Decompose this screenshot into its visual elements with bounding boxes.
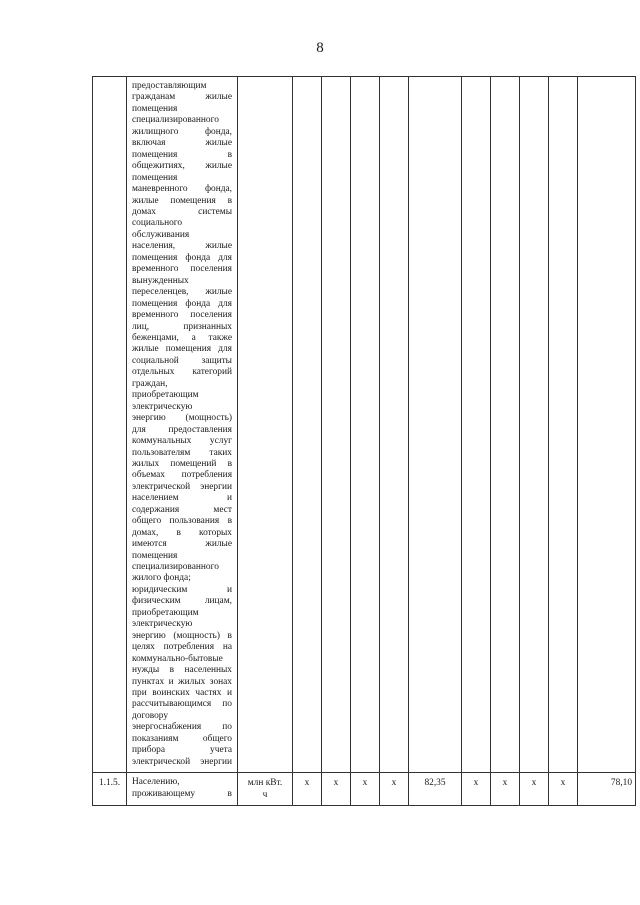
value-cell: х: [351, 773, 380, 806]
description-line: социального: [132, 218, 183, 229]
description-line: Населению,: [132, 777, 180, 788]
value-cell: [462, 77, 491, 773]
description-line: коммунальных услуг: [132, 436, 232, 447]
description-line: населением и: [132, 493, 232, 504]
description-line: содержания мест: [132, 504, 232, 515]
description-line: временного поселения: [132, 264, 232, 275]
row-number-cell: 1.1.5.: [93, 773, 127, 806]
description-line: лиц, признанных: [132, 321, 232, 332]
description-line: вынужденных: [132, 275, 189, 286]
value-cell: [520, 77, 549, 773]
description-line: имеются жилые: [132, 539, 232, 550]
description-line: маневренного фонда,: [132, 184, 232, 195]
description-line: электрической энергии: [132, 756, 232, 767]
description-line: граждан,: [132, 378, 168, 389]
table-row-1-1-5: [93, 773, 636, 806]
description-line: помещения: [132, 103, 178, 114]
value-cell: [322, 77, 351, 773]
value-cell: х: [520, 773, 549, 806]
value-cell: х: [380, 773, 409, 806]
description-line: пунктах и жилых зонах: [132, 676, 232, 687]
value-cell: х: [293, 773, 322, 806]
unit-cell: [238, 773, 293, 806]
description-line: показаниям общего: [132, 733, 232, 744]
value-cell: [549, 77, 578, 773]
description-line: договору: [132, 710, 169, 721]
unit-cell: [238, 77, 293, 773]
description-cell: [127, 773, 238, 806]
description-line: жилищного фонда,: [132, 126, 232, 137]
description-line: помещения фонда для: [132, 298, 232, 309]
description-line: помещения в: [132, 149, 232, 160]
description-line: электрическую: [132, 619, 193, 630]
description-line: домах, в которых: [132, 527, 232, 538]
description-line: помещения фонда для: [132, 252, 232, 263]
value-cell: 82,35: [409, 773, 462, 806]
description-line: рассчитывающимся по: [132, 699, 232, 710]
description-line: пользователям таких: [132, 447, 232, 458]
description-line: общего пользования в: [132, 516, 232, 527]
description-line: включая жилые: [132, 138, 232, 149]
description-line: жилые помещения для: [132, 344, 232, 355]
description-line: переселенцев, жилые: [132, 287, 232, 298]
value-cell: [351, 77, 380, 773]
tariff-table: [92, 76, 636, 806]
description-line: отдельных категорий: [132, 367, 232, 378]
description-line: энергию (мощность) в: [132, 630, 232, 641]
unit-line: млн кВт.: [247, 778, 283, 789]
table-row-continuation: [93, 77, 636, 773]
value-cell: [293, 77, 322, 773]
value-cell: 78,10: [578, 773, 636, 806]
description-line: помещения: [132, 550, 178, 561]
value-cell: [491, 77, 520, 773]
description-line: при воинских частях и: [132, 688, 232, 699]
description-line: специализированного: [132, 562, 219, 573]
value-cell: х: [322, 773, 351, 806]
description-line: объемах потребления: [132, 470, 232, 481]
description-line: жилого фонда;: [132, 573, 191, 584]
value-cell: [380, 77, 409, 773]
description-line: юридическим и: [132, 584, 232, 595]
description-line: физическим лицам,: [132, 596, 232, 607]
description-line: общежитиях, жилые: [132, 161, 232, 172]
description-line: временного поселения: [132, 310, 232, 321]
description-line: специализированного: [132, 115, 219, 126]
description-line: целях потребления на: [132, 642, 232, 653]
row-number-cell: [93, 77, 127, 773]
description-line: нужды в населенных: [132, 665, 232, 676]
description-line: приобретающим: [132, 390, 199, 401]
description-line: электрическую: [132, 401, 193, 412]
value-cell: х: [491, 773, 520, 806]
description-line: проживающему в: [132, 788, 232, 799]
value-cell: [578, 77, 636, 773]
description-line: предоставляющим: [132, 81, 207, 91]
description-line: энергоснабжения по: [132, 722, 232, 733]
description-line: жилых помещений в: [132, 458, 232, 469]
description-line: обслуживания: [132, 229, 190, 240]
description-line: коммунально-бытовые: [132, 653, 223, 664]
description-line: домах системы: [132, 206, 232, 217]
value-cell: [409, 77, 462, 773]
description-line: беженцами, а также: [132, 332, 232, 343]
description-line: населения, жилые: [132, 241, 232, 252]
description-line: жилые помещения в: [132, 195, 232, 206]
description-line: приобретающим: [132, 607, 199, 618]
description-line: прибора учета: [132, 745, 232, 756]
value-cell: х: [462, 773, 491, 806]
description-cell: [127, 77, 238, 773]
description-line: социальной защиты: [132, 355, 232, 366]
description-line: электрической энергии: [132, 481, 232, 492]
unit-line: ч: [262, 789, 268, 800]
description-line: гражданам жилые: [132, 92, 232, 103]
value-cell: х: [549, 773, 578, 806]
description-line: помещения: [132, 172, 178, 183]
description-line: энергию (мощность): [132, 413, 232, 424]
description-line: для предоставления: [132, 424, 232, 435]
page-number: 8: [316, 40, 324, 56]
